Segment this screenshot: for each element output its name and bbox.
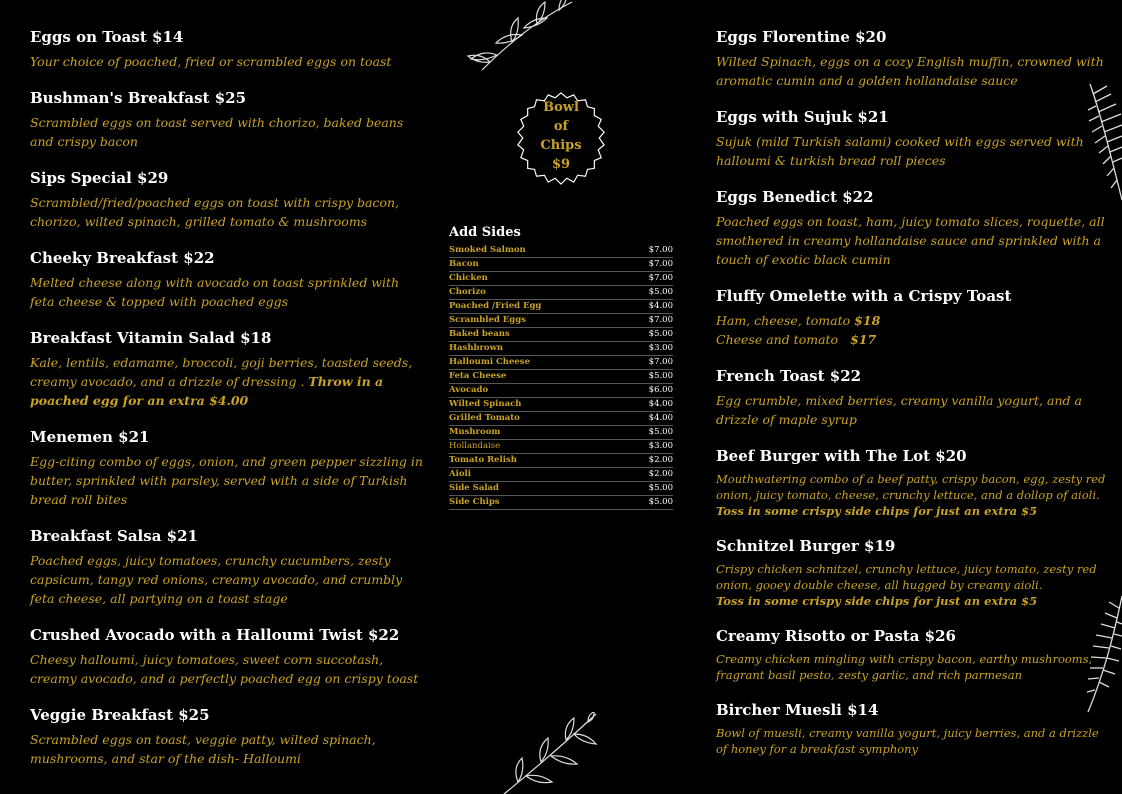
side-row (449, 384, 673, 398)
menu-item-title: Bushman's Breakfast $25 (30, 89, 247, 107)
side-price: $3.00 (648, 343, 673, 353)
side-name: Hashbrown (449, 343, 504, 353)
omelette-option-price: $17 (850, 332, 877, 347)
side-price: $6.00 (648, 385, 673, 395)
menu-item (30, 89, 425, 151)
side-row (449, 370, 673, 384)
menu-item (30, 169, 425, 231)
omelette-option-price: $18 (854, 313, 881, 328)
add-sides-table (449, 225, 673, 510)
side-name: Side Chips (449, 497, 500, 507)
menu-item (716, 188, 1111, 269)
side-row (449, 482, 673, 496)
side-name: Wilted Spinach (449, 399, 522, 409)
badge-line: Chips (540, 138, 582, 153)
menu-item-title: Eggs Florentine $20 (716, 28, 887, 46)
side-price: $3.00 (648, 441, 673, 451)
side-price: $5.00 (648, 427, 673, 437)
side-name: Chicken (449, 273, 488, 283)
menu-item-extra: Throw in a poached egg for an extra $4.00 (30, 374, 384, 408)
menu-item-desc: Egg-citing combo of eggs, onion, and green pepper sizzling in butter, sprinkled with parsley, served with a side of Turkish bread roll bites (30, 454, 423, 507)
menu-item-desc: Egg crumble, mixed berries, creamy vanilla yogurt, and a drizzle of maple syrup (716, 393, 1082, 427)
side-name: Halloumi Cheese (449, 357, 530, 367)
menu-item-desc: Scrambled eggs on toast served with chorizo, baked beans and crispy bacon (30, 115, 404, 149)
side-row (449, 300, 673, 314)
side-row (449, 356, 673, 370)
menu-item (30, 249, 425, 311)
side-price: $7.00 (648, 357, 673, 367)
side-price: $5.00 (648, 483, 673, 493)
menu-item-desc: Cheesy halloumi, juicy tomatoes, sweet corn succotash, creamy avocado, and a perfectly poached egg on crispy toast (30, 652, 419, 686)
fern-decoration-upper-icon (1086, 82, 1122, 202)
menu-item (716, 537, 1111, 609)
side-row (449, 244, 673, 258)
side-name: Baked beans (449, 329, 510, 339)
badge-price: $9 (551, 157, 571, 172)
menu-item-omelette (716, 287, 1111, 349)
menu-item (716, 28, 1111, 90)
menu-item-desc: Scrambled eggs on toast, veggie patty, wilted spinach, mushrooms, and star of the dish- Halloumi (30, 732, 376, 766)
menu-item (30, 28, 425, 71)
fern-decoration-lower-icon (1084, 594, 1122, 714)
menu-item-desc: Mouthwatering combo of a beef patty, crispy bacon, egg, zesty red onion, juicy tomato, cheese, crunchy lettuce, and a dollop of aioli. (716, 472, 1106, 502)
badge-line: Bowl (543, 100, 579, 115)
badge-line: of (553, 119, 569, 134)
menu-item-desc: Creamy chicken mingling with crispy bacon, earthy mushrooms, fragrant basil pesto, zesty garlic, and rich parmesan (716, 652, 1093, 682)
side-row (449, 314, 673, 328)
menu-item (30, 527, 425, 608)
side-price: $2.00 (648, 455, 673, 465)
menu-item-extra: Toss in some crispy side chips for just an extra $5 (716, 504, 1038, 518)
menu-item-title: Veggie Breakfast $25 (30, 706, 210, 724)
side-price: $4.00 (648, 301, 673, 311)
menu-item-title: Menemen $21 (30, 428, 150, 446)
side-price: $7.00 (648, 259, 673, 269)
menu-item-title: Eggs with Sujuk $21 (716, 108, 889, 126)
menu-item-desc: Scrambled/fried/poached eggs on toast with crispy bacon, chorizo, wilted spinach, grilled tomato & mushrooms (30, 195, 399, 229)
side-name: Feta Cheese (449, 371, 507, 381)
side-row (449, 258, 673, 272)
side-name: Poached /Fried Egg (449, 301, 542, 311)
menu-item-title: Crushed Avocado with a Halloumi Twist $22 (30, 626, 400, 644)
side-row (449, 412, 673, 426)
side-price: $7.00 (648, 273, 673, 283)
menu-item-desc: Bowl of muesli, creamy vanilla yogurt, juicy berries, and a drizzle of honey for a breakfast symphony (716, 726, 1099, 756)
side-price: $4.00 (648, 413, 673, 423)
side-name: Mushroom (449, 427, 501, 437)
menu-item-desc-text: Kale, lentils, edamame, broccoli, goji berries, toasted seeds, creamy avocado, and a drizzle of dressing . (30, 355, 413, 389)
menu-item-desc: Melted cheese along with avocado on toast sprinkled with feta cheese & topped with poached eggs (30, 275, 400, 309)
menu-item-desc: Poached eggs on toast, ham, juicy tomato slices, roquette, all smothered in creamy hollandaise sauce and sprinkled with a touch of exotic black cumin (716, 214, 1105, 267)
side-price: $5.00 (648, 329, 673, 339)
omelette-option (716, 311, 1111, 330)
side-price: $5.00 (648, 497, 673, 507)
side-row (449, 468, 673, 482)
menu-item (30, 428, 425, 509)
menu-item-desc: Wilted Spinach, eggs on a cozy English muffin, crowned with aromatic cumin and a golden hollandaise sauce (716, 54, 1104, 88)
side-price: $2.00 (648, 469, 673, 479)
right-menu-column (716, 28, 1111, 775)
left-menu-column (30, 28, 425, 786)
menu-item (716, 627, 1111, 683)
menu-item-title: Breakfast Vitamin Salad $18 (30, 329, 272, 347)
side-row (449, 328, 673, 342)
side-row (449, 496, 673, 510)
omelette-option-label: Cheese and tomato (716, 332, 839, 347)
side-name: Smoked Salmon (449, 245, 526, 255)
side-name: Grilled Tomato (449, 413, 520, 423)
side-row (449, 398, 673, 412)
side-name: Tomato Relish (449, 455, 517, 465)
side-row (449, 342, 673, 356)
leaf-decoration-bottom-icon (496, 712, 612, 794)
menu-item (716, 701, 1111, 757)
side-name: Bacon (449, 259, 479, 269)
menu-item-title: Eggs on Toast $14 (30, 28, 184, 46)
side-name: Scrambled Eggs (449, 315, 526, 325)
side-row (449, 286, 673, 300)
add-sides-heading: Add Sides (449, 225, 521, 240)
menu-item-title: French Toast $22 (716, 367, 862, 385)
menu-item-title: Schnitzel Burger $19 (716, 537, 896, 555)
menu-item-title: Cheeky Breakfast $22 (30, 249, 215, 267)
side-row (449, 272, 673, 286)
bowl-of-chips-badge (512, 98, 610, 174)
menu-item-desc (30, 353, 425, 410)
menu-item-title: Fluffy Omelette with a Crispy Toast (716, 287, 1012, 305)
side-price: $5.00 (648, 287, 673, 297)
omelette-option-label: Ham, cheese, tomato (716, 313, 851, 328)
menu-item (30, 706, 425, 768)
menu-item-title: Bircher Muesli $14 (716, 701, 879, 719)
menu-item-title: Sips Special $29 (30, 169, 169, 187)
menu-item (716, 108, 1111, 170)
side-row (449, 426, 673, 440)
menu-item-title: Creamy Risotto or Pasta $26 (716, 627, 956, 645)
leaf-decoration-top-icon (462, 0, 578, 72)
menu-item (716, 447, 1111, 519)
menu-item-desc: Poached eggs, juicy tomatoes, crunchy cucumbers, zesty capsicum, tangy red onions, creamy avocado, and crumbly feta cheese, all partying on a toast stage (30, 553, 403, 606)
side-row (449, 440, 673, 454)
menu-item-desc: Your choice of poached, fried or scrambled eggs on toast (30, 54, 392, 69)
side-name: Hollandaise (449, 441, 501, 451)
side-row (449, 454, 673, 468)
menu-item-extra: Toss in some crispy side chips for just an extra $5 (716, 594, 1038, 608)
menu-item (30, 329, 425, 410)
omelette-option (716, 330, 1111, 349)
side-price: $7.00 (648, 315, 673, 325)
menu-item (30, 626, 425, 688)
side-name: Avocado (449, 385, 489, 395)
menu-item-title: Beef Burger with The Lot $20 (716, 447, 967, 465)
side-price: $7.00 (648, 245, 673, 255)
side-price: $4.00 (648, 399, 673, 409)
side-name: Chorizo (449, 287, 486, 297)
side-price: $5.00 (648, 371, 673, 381)
side-name: Side Salad (449, 483, 500, 493)
menu-item-title: Eggs Benedict $22 (716, 188, 874, 206)
menu-item-title: Breakfast Salsa $21 (30, 527, 198, 545)
menu-item-desc: Crispy chicken schnitzel, crunchy lettuce, juicy tomato, zesty red onion, gooey double cheese, all hugged by creamy aioli. (716, 562, 1097, 592)
menu-item (716, 367, 1111, 429)
side-name: Aioli (449, 469, 471, 479)
menu-item-desc: Sujuk (mild Turkish salami) cooked with eggs served with halloumi & turkish bread roll pieces (716, 134, 1084, 168)
